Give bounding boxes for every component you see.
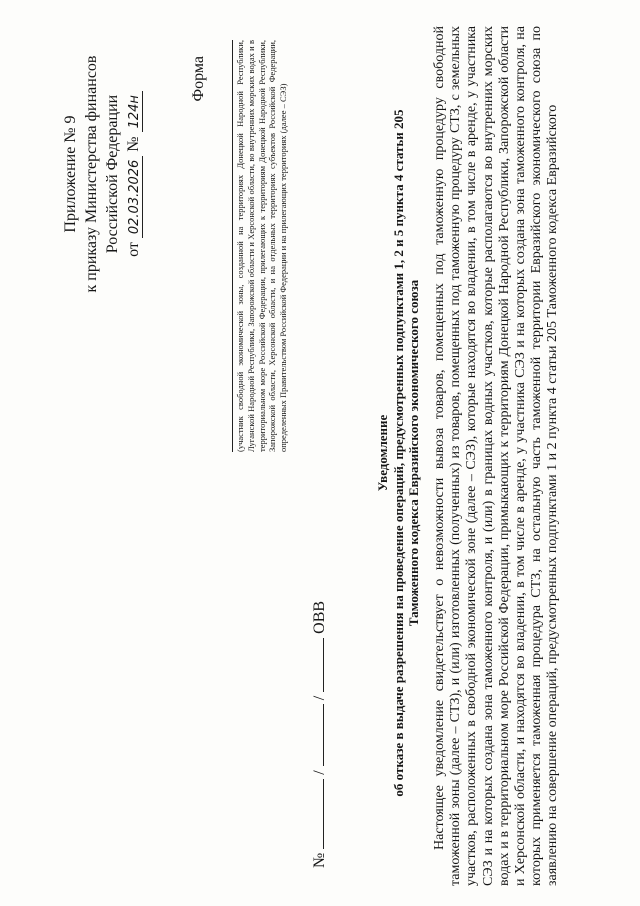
title-main: Уведомление — [375, 414, 390, 492]
notice-number-row — [310, 601, 329, 868]
date-prefix: от — [125, 242, 142, 257]
number-blank-1 — [310, 779, 324, 849]
participant-blank-line — [232, 40, 233, 452]
body-paragraph: Настоящее уведомление свидетельствует о невозможности вывоза товаров, помещенных под таможенную процедуру свободной таможенной зоны (далее – СТЗ), и (или) изготовленных (полученных) из товаров, помещенных под таможенную процедуру СТЗ, с земельных участков, расположенных в свободной экономической зоне (далее – СЭЗ), которые находятся во владении, в том числе в аренде, у участника СЭЗ и на которых создана зона таможенного контроля, и (или) в границах водных участков, которые располагаются во внутренних морских водах и в территориальном море Российской Федерации, примыкающих к территориям Донецкой Народной Республики, Запорожской области и Херсонской области, и находятся во владении, в том числе в аренде, у участника СЭЗ и на которых создана зона таможенного контроля, на которых применяется таможенная процедура СТЗ, на остальную часть таможенной территории Евразийского экономического союза по заявлению на совершение операций, предусмотренных подпунктами 1 и 2 пункта 4 статьи 205 Таможенного кодекса Евразийского — [432, 26, 561, 886]
participant-field — [232, 40, 289, 452]
number-sign: № — [311, 852, 328, 868]
number-prefix: № — [125, 136, 142, 152]
title-code: Таможенного кодекса Евразийского экономического союза — [406, 279, 421, 627]
handwritten-date: 02.03.2026 — [127, 156, 143, 238]
number-suffix: ОВВ — [311, 600, 328, 634]
appendix-date-number-line — [123, 24, 145, 324]
appendix-header — [60, 24, 145, 324]
handwritten-order-number: 124н — [127, 91, 143, 132]
form-label: Форма — [190, 56, 207, 102]
title-subject: об отказе в выдаче разрешения на проведение операций, предусмотренных подпунктами 1, 2 и 5 пункта 4 статьи 205 — [390, 109, 406, 797]
number-blank-2 — [310, 704, 324, 766]
notice-title — [375, 10, 422, 896]
participant-caption: (участник свободной экономической зоны, созданной на территориях Донецкой Народной Республики, Луганской Народной Республики, Запорожской области и Херсонской области, во внутренних морских водах и в территориальном море Российской Федерации, прилегающих к территориям Донецкой Народной Республики, Запорожской области, Херсонской области, и на отдельных территориях субъектов Российской Федерации, определенных Правительством Российской Федерации и на прилегающих территориях (далее – СЭЗ) — [235, 40, 289, 452]
appendix-ministry-line: Российской Федерации — [104, 94, 121, 254]
appendix-number: Приложение № 9 — [62, 115, 79, 233]
number-blank-3 — [310, 638, 324, 692]
number-separator-1: / — [311, 770, 328, 775]
number-separator-2: / — [311, 695, 328, 701]
notice-body — [432, 26, 562, 886]
appendix-order-line: к приказу Министерства финансов — [83, 55, 100, 293]
